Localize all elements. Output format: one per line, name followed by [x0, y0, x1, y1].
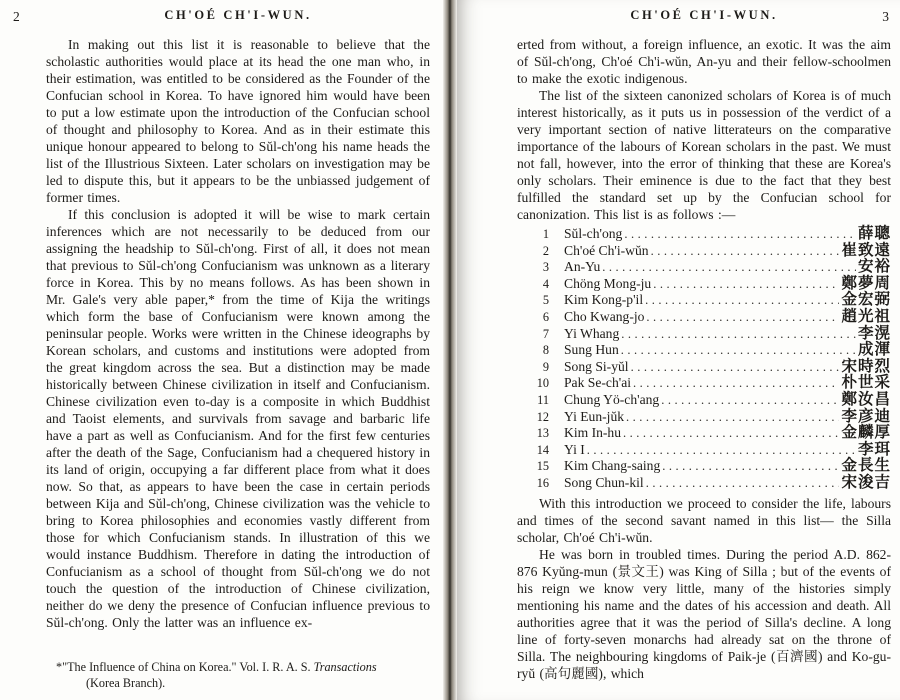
dot-leader	[602, 259, 856, 276]
scholar-name: Yi I	[564, 441, 585, 457]
dot-leader	[645, 292, 839, 309]
dot-leader	[646, 309, 839, 326]
dot-leader	[631, 359, 840, 376]
scholar-name: Cho Kwang-jo	[564, 308, 645, 324]
scholar-row	[527, 326, 891, 343]
footnote	[46, 655, 430, 695]
dot-leader	[624, 226, 856, 243]
left-page-header	[13, 8, 430, 28]
scholar-row	[527, 409, 891, 426]
dot-leader	[651, 243, 840, 260]
dot-leader	[646, 475, 840, 492]
dot-leader	[587, 442, 856, 459]
scholar-hanja: 崔致遠	[841, 241, 891, 259]
dot-leader	[623, 425, 839, 442]
scholar-number: 6	[542, 309, 549, 324]
scholar-number: 15	[536, 459, 549, 474]
scholar-row	[527, 458, 891, 475]
scholar-row	[527, 342, 891, 359]
running-head: CH'OÉ CH'I-WUN.	[164, 8, 312, 22]
right-page	[457, 0, 900, 700]
scholar-row	[527, 259, 891, 276]
dot-leader	[633, 375, 839, 392]
scholar-name: An-Yu	[564, 259, 601, 275]
scholar-name: Ch'oé Ch'i-wŭn	[564, 242, 649, 258]
scholar-hanja: 鄭夢周	[841, 274, 891, 292]
scholar-name: Song Chun-kil	[564, 474, 644, 490]
scholar-row	[527, 309, 891, 326]
dot-leader	[621, 326, 856, 343]
scholar-number: 9	[542, 359, 549, 374]
scholar-row	[527, 226, 891, 243]
scholar-number: 10	[536, 376, 549, 391]
footnote-line: (Korea Branch).	[86, 675, 166, 690]
scholar-name: Song Si-yŭl	[564, 358, 629, 374]
dot-leader	[653, 276, 839, 293]
dot-leader	[662, 458, 839, 475]
scholar-name: Chöng Mong-ju	[564, 275, 652, 291]
paragraph: With this introduction we proceed to consider the life, labours and times of the second savant named in this list— the Silla scholar, Ch'oé Ch'i-wŭn.	[517, 495, 891, 545]
right-page-header	[517, 8, 891, 28]
paragraph: erted from without, a foreign influence, an exotic. It was the aim of Sŭl-ch'ong, Ch'oé Ch'i-wŭn, An-yu and their fellow-schoolmen to make the exotic indigenous.	[517, 37, 891, 86]
scholar-hanja: 宋浚吉	[841, 473, 891, 491]
page-number: 2	[13, 9, 20, 24]
scholar-number: 5	[542, 293, 549, 308]
scholar-row	[527, 243, 891, 260]
scholar-name: Chung Yö-ch'ang	[564, 391, 660, 407]
left-page-text	[46, 36, 430, 655]
paragraph: In making out this list it is reasonable to believe that the scholastic authorities would place at its head the one man who, in their estimation, was entitled to be considered as the Founder of the Confucian school in Korea. To have ignored him would have been to put a low estimate upon the introduction of the Confucian school of thought and philosophy to Korea. And as in their estimate this unique honour appeared to belong to Sŭl-ch'ong his name heads the list of the Illustrious Sixteen. Later scholars on investigation may be led to dispute this, but it appears to be the unbiassed judgement of former times.	[46, 37, 430, 205]
scholar-hanja: 鄭汝昌	[841, 390, 891, 408]
scholar-hanja: 李珥	[857, 440, 891, 458]
scholar-name: Yi Eun-jŭk	[564, 408, 625, 424]
scholar-name: Kim Kong-p'il	[564, 292, 644, 308]
scholar-number: 13	[536, 426, 549, 441]
scholar-hanja: 金麟厚	[841, 424, 891, 442]
paragraph: He was born in troubled times. During the period A.D. 862-876 Kyŭng-mun (景文王) was King of Silla ; but of the events of his reign we know very little, many of the histories simply mentioning his name and the dates of his accession and death. All authorities agree that it was the period of Silla's decline. A long line of forty-seven monarchs had already sat on the throne of Silla. The neighbouring kingdoms of Paik-je (百濟國) and Ko-gu-ryŭ (高句麗國), which	[517, 546, 891, 681]
scholar-name: Sŭl-ch'ong	[564, 226, 623, 241]
scholar-hanja: 金長生	[841, 457, 891, 475]
scholar-hanja: 金宏弼	[841, 291, 891, 309]
scholar-number: 14	[536, 442, 549, 457]
footnote-italic: Transactions	[313, 659, 377, 674]
footnote-text: *"The Influence of China on Korea." Vol. I. R. A. S.	[56, 659, 314, 674]
dot-leader	[661, 392, 839, 409]
left-page	[0, 0, 443, 700]
scholar-number: 1	[542, 227, 549, 241]
scholar-name: Yi Whang	[564, 325, 620, 341]
paragraph: If this conclusion is adopted it will be wise to mark certain inferences which are not necessarily to be deduced from our assigning the headship to Sŭl-ch'ong. First of all, it does not mean that previous to Sŭl-ch'ong Confucianism was unknown as a literary force in Korea. This by no means follows. As has been shown in Mr. Gale's very able paper,* from the time of Kija the writings which form the base of Confucianism were known among the peninsular people. Works were written in the Chinese ideographs by Korean scholars, and customs and institutions were adopted from the great kingdom across the sea. But a distinction may be made historically between Chinese civilization in itself and Confucianism. Chinese civilization even to-day is a composite in which Buddhist and Taoist elements, and survivals from savage and barbaric life have a part as well as Confucianism. And for the first few centuries after the death of the Sage, Confucianism had a chequered history in its land of origin, occupying a far different place from what it does now. So that, as appears to have been the case in certain periods between Kija and Sŭl-ch'ong, Chinese civilization was the vehicle to bring to Korea philosophies and economies vastly different from those for which Confucianism stands. In illustration of this we would instance Buddhism. Therefore in dating the introduction of Confucianism as a school of thought from Sŭl-ch'ong we do not touch the question of the introduction of Chinese civilization, neither do we deny the presence of Confucian influence previous to Sŭl-ch'ong. Only the latter was an influence ex-	[46, 207, 430, 630]
scholar-row	[527, 375, 891, 392]
dot-leader	[621, 342, 856, 359]
canonized-scholars-list	[517, 226, 891, 492]
right-page-text	[517, 36, 891, 696]
scholar-row	[527, 425, 891, 442]
scholar-row	[527, 292, 891, 309]
scholar-hanja: 李彦迪	[841, 407, 891, 425]
scholar-number: 11	[537, 392, 549, 407]
scholar-number: 16	[536, 475, 549, 490]
scholar-hanja: 成渾	[857, 341, 891, 359]
scholar-row	[527, 359, 891, 376]
scholar-name: Sung Hun	[564, 342, 619, 358]
scholar-name: Kim In-hu	[564, 425, 622, 441]
scholar-row	[527, 475, 891, 492]
scholar-row	[527, 276, 891, 293]
scholar-number: 2	[542, 243, 549, 258]
page-number: 3	[882, 9, 889, 24]
scholar-name: Pak Se-ch'ai	[564, 375, 631, 391]
dot-leader	[626, 409, 839, 426]
scholar-name: Kim Chang-saing	[564, 458, 661, 474]
scholar-row	[527, 442, 891, 459]
scholar-hanja: 薛聰	[857, 225, 891, 242]
scholar-number: 7	[542, 326, 549, 341]
scholar-hanja: 宋時烈	[841, 357, 891, 375]
scholar-hanja: 李滉	[857, 324, 891, 342]
binding-gutter-shadow	[443, 0, 457, 700]
scholar-hanja: 安裕	[857, 258, 891, 276]
scholar-number: 8	[542, 343, 549, 358]
scholar-hanja: 趙光祖	[841, 307, 891, 325]
running-head: CH'OÉ CH'I-WUN.	[630, 8, 778, 22]
scholar-hanja: 朴世采	[841, 374, 891, 392]
paragraph: The list of the sixteen canonized scholars of Korea is of much interest historically, as it puts us in possession of the verdict of a very important section of native litterateurs on the comparative importance of the labours of Korean scholars in the past. We must not fall, however, into the error of thinking that these are Korea's only scholars. Their eminence is due to the fact that they best fulfilled the standard set up by the Confucian school for canonization. This list is as follows :—	[517, 88, 891, 222]
scholar-number: 3	[542, 260, 549, 275]
scholar-row	[527, 392, 891, 409]
footnote-line	[46, 659, 430, 675]
scholar-number: 4	[542, 276, 549, 291]
scholar-number: 12	[536, 409, 549, 424]
